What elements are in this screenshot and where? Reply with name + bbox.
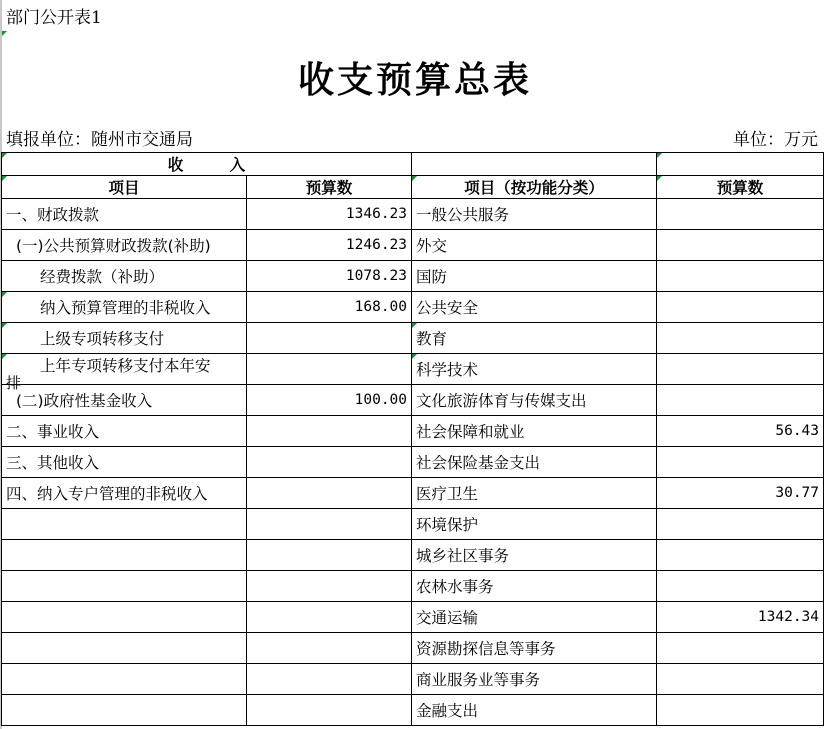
expense-amount[interactable]	[657, 323, 824, 354]
income-item[interactable]	[2, 602, 247, 633]
cell-marker-icon	[2, 176, 7, 181]
income-item[interactable]: 上级专项转移支付	[2, 323, 247, 354]
table-row	[2, 509, 824, 540]
table-row	[2, 230, 824, 261]
income-amount[interactable]	[247, 416, 412, 447]
expense-item[interactable]: 医疗卫生	[412, 478, 657, 509]
expense-item[interactable]: 环境保护	[412, 509, 657, 540]
expense-amount[interactable]: 1342.34	[657, 602, 824, 633]
expense-amount[interactable]	[657, 540, 824, 571]
col-left-amount[interactable]: 预算数	[247, 176, 412, 199]
expense-amount[interactable]: 30.77	[657, 478, 824, 509]
income-item[interactable]: 二、事业收入	[2, 416, 247, 447]
table-row	[2, 447, 824, 478]
expense-item[interactable]: 教育	[412, 323, 657, 354]
cell-marker-icon	[412, 354, 417, 359]
expense-amount[interactable]	[657, 664, 824, 695]
income-amount[interactable]	[247, 633, 412, 664]
page-title: 收支预算总表	[297, 59, 532, 101]
expense-amount[interactable]	[657, 230, 824, 261]
income-item[interactable]	[2, 540, 247, 571]
income-amount[interactable]: 168.00	[247, 292, 412, 323]
expense-amount[interactable]	[657, 571, 824, 602]
reporting-unit: 填报单位：随州市交通局	[6, 130, 193, 150]
income-item[interactable]	[2, 509, 247, 540]
table-row	[2, 416, 824, 447]
cell-marker-icon	[2, 153, 7, 158]
expense-amount[interactable]	[657, 633, 824, 664]
expense-amount[interactable]	[657, 354, 824, 385]
table-row	[2, 602, 824, 633]
income-amount[interactable]	[247, 323, 412, 354]
table-row	[2, 354, 824, 385]
expense-amount[interactable]	[657, 509, 824, 540]
column-header-row	[2, 176, 824, 199]
cell-marker-icon	[412, 176, 417, 181]
income-item[interactable]: (二)政府性基金收入	[2, 385, 247, 416]
expense-amount[interactable]	[657, 199, 824, 230]
income-amount[interactable]: 100.00	[247, 385, 412, 416]
table-row	[2, 664, 824, 695]
expense-amount[interactable]	[657, 261, 824, 292]
col-right-item[interactable]: 项目（按功能分类）	[412, 176, 657, 199]
expense-amount[interactable]	[657, 292, 824, 323]
group-header-row	[2, 153, 824, 176]
expense-item[interactable]: 商业服务业等事务	[412, 664, 657, 695]
income-header[interactable]: 收 入	[2, 153, 412, 176]
income-item[interactable]	[2, 571, 247, 602]
budget-table	[1, 152, 824, 726]
col-right-amount[interactable]: 预算数	[657, 176, 824, 199]
cell-marker-icon	[2, 292, 7, 297]
expense-item[interactable]: 资源勘探信息等事务	[412, 633, 657, 664]
col-left-item[interactable]: 项目	[2, 176, 247, 199]
expense-item[interactable]: 国防	[412, 261, 657, 292]
expense-item[interactable]: 外交	[412, 230, 657, 261]
income-item[interactable]: 经费拨款（补助）	[2, 261, 247, 292]
expense-item[interactable]: 文化旅游体育与传媒支出	[412, 385, 657, 416]
cell-marker-icon	[2, 354, 7, 359]
expense-item[interactable]: 社会保险基金支出	[412, 447, 657, 478]
income-item[interactable]: 三、其他收入	[2, 447, 247, 478]
table-row	[2, 292, 824, 323]
table-row	[2, 540, 824, 571]
table-row	[2, 199, 824, 230]
income-item[interactable]: 一、财政拨款	[2, 199, 247, 230]
table-row	[2, 571, 824, 602]
income-amount[interactable]	[247, 695, 412, 726]
table-row	[2, 695, 824, 726]
cell-marker-icon	[2, 323, 7, 328]
expense-amount[interactable]	[657, 695, 824, 726]
table-row	[2, 323, 824, 354]
expense-amount[interactable]	[657, 385, 824, 416]
expense-item[interactable]: 金融支出	[412, 695, 657, 726]
expense-item[interactable]: 科学技术	[412, 354, 657, 385]
expense-item[interactable]: 社会保障和就业	[412, 416, 657, 447]
income-amount[interactable]	[247, 509, 412, 540]
table-row	[2, 478, 824, 509]
income-amount[interactable]: 1246.23	[247, 230, 412, 261]
expense-header-blank-2[interactable]	[657, 153, 824, 176]
income-amount[interactable]	[247, 478, 412, 509]
cell-marker-icon	[412, 323, 417, 328]
income-item[interactable]: 上年专项转移支付本年安 排	[2, 354, 247, 385]
expense-item[interactable]: 一般公共服务	[412, 199, 657, 230]
income-amount[interactable]	[247, 664, 412, 695]
income-amount[interactable]	[247, 354, 412, 385]
income-amount[interactable]	[247, 571, 412, 602]
income-item[interactable]	[2, 633, 247, 664]
expense-item[interactable]: 交通运输	[412, 602, 657, 633]
income-item[interactable]: 四、纳入专户管理的非税收入	[2, 478, 247, 509]
expense-item[interactable]: 农林水事务	[412, 571, 657, 602]
income-amount[interactable]	[247, 540, 412, 571]
income-amount[interactable]: 1078.23	[247, 261, 412, 292]
sheet-label: 部门公开表1	[6, 8, 102, 28]
expense-amount[interactable]: 56.43	[657, 416, 824, 447]
table-row	[2, 633, 824, 664]
income-amount[interactable]	[247, 602, 412, 633]
cell-marker-icon	[2, 31, 7, 36]
expense-item[interactable]: 城乡社区事务	[412, 540, 657, 571]
income-item[interactable]: (一)公共预算财政拨款(补助)	[2, 230, 247, 261]
income-item[interactable]: 纳入预算管理的非税收入	[2, 292, 247, 323]
expense-amount[interactable]	[657, 447, 824, 478]
cell-marker-icon	[657, 153, 662, 158]
income-amount[interactable]: 1346.23	[247, 199, 412, 230]
table-row	[2, 261, 824, 292]
table-row	[2, 385, 824, 416]
income-item[interactable]	[2, 695, 247, 726]
expense-item[interactable]: 公共安全	[412, 292, 657, 323]
income-amount[interactable]	[247, 447, 412, 478]
currency-unit: 单位：万元	[733, 130, 818, 150]
cell-marker-icon	[657, 176, 662, 181]
expense-header-blank[interactable]	[412, 153, 657, 176]
income-item[interactable]	[2, 664, 247, 695]
